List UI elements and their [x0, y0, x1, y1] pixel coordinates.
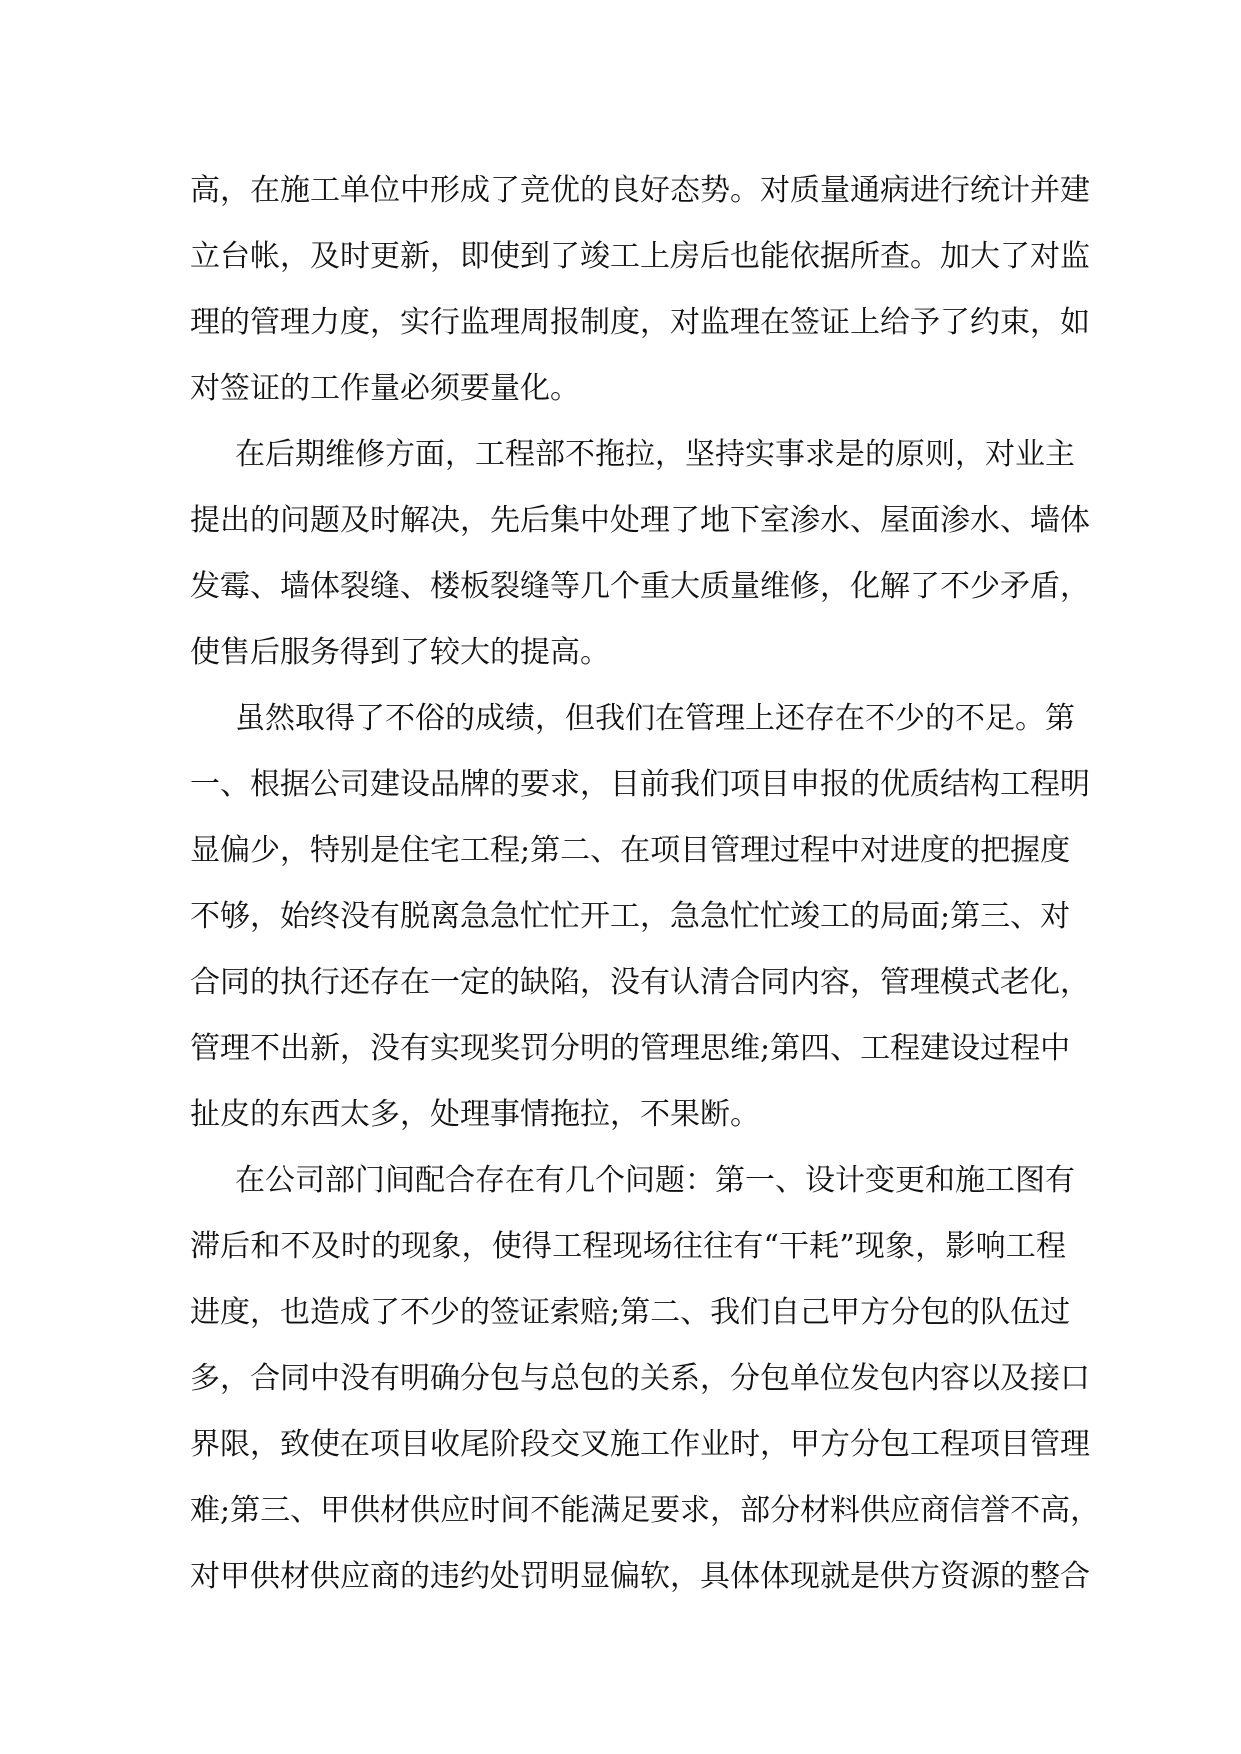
text-line: 难;第三、甲供材供应时间不能满足要求，部分材料供应商信誉不高，	[190, 1493, 1101, 1528]
text-line: 管理不出新，没有实现奖罚分明的管理思维;第四、工程建设过程中	[190, 1031, 1071, 1066]
text-line: 理的管理力度，实行监理周报制度，对监理在签证上给予了约束，如	[190, 305, 1090, 340]
text-line: 对甲供材供应商的违约处罚明显偏软，具体体现就是供方资源的整合	[190, 1559, 1090, 1594]
text-line: 高，在施工单位中形成了竞优的良好态势。对质量通病进行统计并建	[190, 173, 1090, 208]
text-line: 发霉、墙体裂缝、楼板裂缝等几个重大质量维修，化解了不少矛盾，	[190, 569, 1090, 604]
text-line: 使售后服务得到了较大的提高。	[190, 635, 610, 670]
text-line: 合同的执行还存在一定的缺陷，没有认清合同内容，管理模式老化，	[190, 965, 1090, 1000]
text-line: 界限，致使在项目收尾阶段交叉施工作业时，甲方分包工程项目管理	[190, 1427, 1090, 1462]
text-line: 立台帐，及时更新，即使到了竣工上房后也能依据所查。加大了对监	[190, 239, 1090, 274]
text-line: 一、根据公司建设品牌的要求，目前我们项目申报的优质结构工程明	[190, 767, 1090, 802]
text-line: 滞后和不及时的现象，使得工程现场往往有“干耗”现象，影响工程	[190, 1229, 1066, 1264]
text-line: 进度，也造成了不少的签证索赔;第二、我们自己甲方分包的队伍过	[190, 1295, 1071, 1330]
text-line: 扯皮的东西太多，处理事情拖拉，不果断。	[190, 1097, 760, 1132]
text-line: 在公司部门间配合存在有几个问题：第一、设计变更和施工图有	[235, 1163, 1075, 1198]
document-body	[190, 158, 1101, 1610]
text-line: 对签证的工作量必须要量化。	[190, 371, 580, 406]
text-line: 在后期维修方面，工程部不拖拉，坚持实事求是的原则，对业主	[235, 437, 1075, 472]
text-line: 显偏少，特别是住宅工程;第二、在项目管理过程中对进度的把握度	[190, 833, 1071, 868]
text-line: 提出的问题及时解决，先后集中处理了地下室渗水、屋面渗水、墙体	[190, 503, 1090, 538]
text-line: 不够，始终没有脱离急急忙忙开工，急急忙忙竣工的局面;第三、对	[190, 899, 1071, 934]
text-line: 虽然取得了不俗的成绩，但我们在管理上还存在不少的不足。第	[235, 701, 1075, 736]
text-line: 多，合同中没有明确分包与总包的关系，分包单位发包内容以及接口	[190, 1361, 1090, 1396]
